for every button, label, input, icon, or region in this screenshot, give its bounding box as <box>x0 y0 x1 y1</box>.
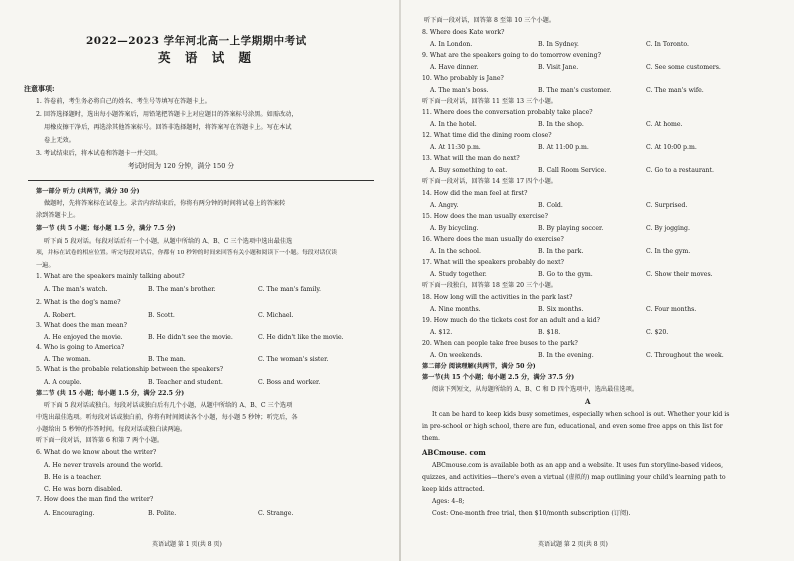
dialogue-instruction: 听下面一段对话，回答第 11 至第 13 三个小题。 <box>422 98 557 105</box>
option: A. $12. <box>430 329 453 336</box>
part1-intro-line: 做题时，先将答案标在试卷上。录音内容结束后，你将有两分钟的时间将试卷上的答案转 <box>44 200 286 207</box>
question-17: 17. What will the speakers probably do next? <box>422 259 564 266</box>
option: A. The woman. <box>44 356 91 363</box>
section1-intro-line: 项，并标在试卷的相应位置。听完每段对话后，你都有 10 秒钟的时间来回答有关小题和阅读下一小题。每段对话仅读 <box>36 250 337 256</box>
question-13: 13. What will the man do next? <box>422 155 520 162</box>
option: C. The woman's sister. <box>258 356 329 363</box>
option: B. He is a teacher. <box>44 474 102 481</box>
option: C. Strange. <box>258 510 294 517</box>
option: A. Angry. <box>430 202 459 209</box>
question-16: 16. Where does the man usually do exercise? <box>422 236 564 243</box>
option: A. Buy something to eat. <box>430 167 508 174</box>
option: C. Surprised. <box>646 202 688 209</box>
question-7: 7. How does the man find the writer? <box>36 496 154 503</box>
section1-intro-line: 一遍。 <box>36 262 55 269</box>
section1-heading: 第一节 (共 5 小题；每小题 1.5 分，满分 7.5 分) <box>36 225 176 232</box>
option: A. A couple. <box>44 379 82 386</box>
option: C. The man's wife. <box>646 87 704 94</box>
question-9: 9. What are the speakers going to do tomorrow evening? <box>422 52 601 59</box>
option: C. Go to a restaurant. <box>646 167 714 174</box>
option: A. In London. <box>430 41 473 48</box>
option: A. At 11:30 p.m. <box>430 144 481 151</box>
option: B. $18. <box>538 329 561 336</box>
option: A. The man's boss. <box>430 87 489 94</box>
option: C. Show their moves. <box>646 271 713 278</box>
notice-heading: 注意事项: <box>24 84 55 93</box>
divider <box>28 180 374 181</box>
ages-info: Ages: 4–8; <box>432 498 465 505</box>
option: C. The man's family. <box>258 286 322 293</box>
app-name: ABCmouse. com <box>422 448 486 457</box>
cost-info: Cost: One-month free trial, then $10/month subscription (订阅). <box>432 510 631 517</box>
subject-title: 英 语 试 题 <box>158 50 257 65</box>
option: B. Visit Jane. <box>538 64 579 71</box>
option: B. In the park. <box>538 248 584 255</box>
option: B. Teacher and student. <box>148 379 223 386</box>
notice-line: 用橡皮擦干净后，再选涂其他答案标号。回答非选择题时，将答案写在答题卡上。写在本试 <box>44 124 292 131</box>
question-14: 14. How did the man feel at first? <box>422 190 528 197</box>
notice-line: 卷上无效。 <box>44 137 75 144</box>
option: C. He didn't like the movie. <box>258 334 344 341</box>
option: A. On weekends. <box>430 352 483 359</box>
question-12: 12. What time did the dining room close? <box>422 132 552 139</box>
question-8: 8. Where does Kate work? <box>422 29 505 36</box>
question-18: 18. How long will the activities in the park last? <box>422 294 573 301</box>
dialogue-instruction: 听下面一段对话，回答第 8 至第 10 三个小题。 <box>424 17 556 24</box>
option: B. He didn't see the movie. <box>148 334 233 341</box>
option: A. He never travels around the world. <box>44 462 163 469</box>
dialogue-instruction: 听下面一段对话，回答第 14 至第 17 四个小题。 <box>422 178 557 185</box>
option: A. The man's watch. <box>44 286 108 293</box>
passage-label: A <box>585 397 591 406</box>
part2-intro: 阅读下列短文，从每题所给的 A、B、C 和 D 四个选项中，选出最佳选项。 <box>432 386 639 393</box>
option: C. Boss and worker. <box>258 379 321 386</box>
notice-line: 3. 考试结束后，将本试卷和答题卡一并交回。 <box>36 150 162 157</box>
option: A. He enjoyed the movie. <box>44 334 123 341</box>
passage-line: ABCmouse.com is available both as an app and a website. It uses fun storyline-based videos, <box>432 462 724 469</box>
notice-line: 1. 答卷前，考生务必将自己的姓名、考生号等填写在答题卡上。 <box>36 98 211 105</box>
question-20: 20. When can people take free buses to the park? <box>422 340 578 347</box>
section2-heading: 第二节 (共 15 小题；每小题 1.5 分，满分 22.5 分) <box>36 390 185 397</box>
option: B. Cold. <box>538 202 563 209</box>
part2-heading: 第二部分 阅读理解(共两节，满分 50 分) <box>422 363 536 370</box>
option: C. At home. <box>646 121 683 128</box>
option: A. In the hotel. <box>430 121 477 128</box>
option: B. Go to the gym. <box>538 271 593 278</box>
option: A. Have dinner. <box>430 64 479 71</box>
passage-line: It can be hard to keep kids busy sometimes, especially when school is out. Whether your kid is <box>432 411 730 418</box>
option: C. In Toronto. <box>646 41 689 48</box>
option: B. Call Room Service. <box>538 167 607 174</box>
question-15: 15. How does the man usually exercise? <box>422 213 548 220</box>
passage-line: in pre-school or high school, there are fun, educational, and even some free apps on this list for <box>422 423 723 430</box>
option: B. The man's brother. <box>148 286 216 293</box>
part1-heading: 第一部分 听力 (共两节，满分 30 分) <box>36 188 140 195</box>
option: B. By playing soccer. <box>538 225 604 232</box>
option: C. Throughout the week. <box>646 352 724 359</box>
question-6: 6. What do we know about the writer? <box>36 449 157 456</box>
question-4: 4. Who is going to America? <box>36 344 125 351</box>
option: A. Study together. <box>430 271 487 278</box>
exam-title: 2022—2023 学年河北高一上学期期中考试 <box>86 35 307 47</box>
option: C. See some customers. <box>646 64 721 71</box>
option: C. By jogging. <box>646 225 690 232</box>
section1-intro-line: 听下面 5 段对话。每段对话后有一个小题，从题中所给的 A、B、C 三个选项中选出最佳选 <box>44 238 293 245</box>
option: B. In the shop. <box>538 121 584 128</box>
passage-line: them. <box>422 435 440 442</box>
passage-line: quizzes, and activities—there's even a virtual (虚拟的) map outlining your child's learning path to <box>422 474 726 481</box>
notice-line: 2. 回答选择题时，选出每小题答案后，用铅笔把答题卡上对应题目的答案标号涂黑。如需改动， <box>36 111 298 118</box>
section2-intro-line: 听下面 5 段对话或独白。每段对话或独白后有几个小题，从题中所给的 A、B、C 三个选项 <box>44 402 293 409</box>
time-info: 考试时间为 120 分钟，满分 150 分 <box>128 162 235 170</box>
option: C. Four months. <box>646 306 697 313</box>
option: B. At 11:00 p.m. <box>538 144 589 151</box>
option: B. The man. <box>148 356 186 363</box>
option: A. Robert. <box>44 312 76 319</box>
part1-intro-line: 涂到答题卡上。 <box>36 212 80 219</box>
option: B. Six months. <box>538 306 584 313</box>
option: C. He was born disabled. <box>44 486 123 493</box>
option: A. Encouraging. <box>44 510 95 517</box>
option: B. Polite. <box>148 510 177 517</box>
section2-intro-line: 小题给出 5 秒钟的作答时间。每段对话或独白读两遍。 <box>36 426 187 433</box>
question-2: 2. What is the dog's name? <box>36 299 121 306</box>
part2-section1-heading: 第一节(共 15 个小题；每小题 2.5 分，满分 37.5 分) <box>422 374 575 381</box>
question-19: 19. How much do the tickets cost for an adult and a kid? <box>422 317 600 324</box>
option: B. The man's customer. <box>538 87 612 94</box>
question-3: 3. What does the man mean? <box>36 322 127 329</box>
option: C. In the gym. <box>646 248 691 255</box>
option: B. In the evening. <box>538 352 594 359</box>
option: A. In the school. <box>430 248 481 255</box>
question-10: 10. Who probably is Jane? <box>422 75 504 82</box>
passage-line: keep kids attracted. <box>422 486 485 493</box>
option: A. Nine months. <box>430 306 481 313</box>
page-2 <box>400 0 794 561</box>
option: A. By bicycling. <box>430 225 479 232</box>
option: B. In Sydney. <box>538 41 579 48</box>
dialogue-instruction: 听下面一段对话，回答第 6 和第 7 两个小题。 <box>36 437 164 444</box>
page-footer: 英语试题 第 1 页(共 8 页) <box>152 541 222 548</box>
option: C. $20. <box>646 329 669 336</box>
option: B. Scott. <box>148 312 175 319</box>
section2-intro-line: 中选出最佳选项。听每段对话或独白前，你将有时间阅读各个小题，每小题 5 秒钟；听完后，各 <box>36 414 298 421</box>
page-footer: 英语试题 第 2 页(共 8 页) <box>538 541 608 548</box>
option: C. Michael. <box>258 312 294 319</box>
option: C. At 10:00 p.m. <box>646 144 697 151</box>
question-5: 5. What is the probable relationship between the speakers? <box>36 366 224 373</box>
dialogue-instruction: 听下面一段独白，回答第 18 至第 20 三个小题。 <box>422 282 557 289</box>
question-11: 11. Where does the conversation probably take place? <box>422 109 593 116</box>
question-1: 1. What are the speakers mainly talking about? <box>36 273 185 280</box>
